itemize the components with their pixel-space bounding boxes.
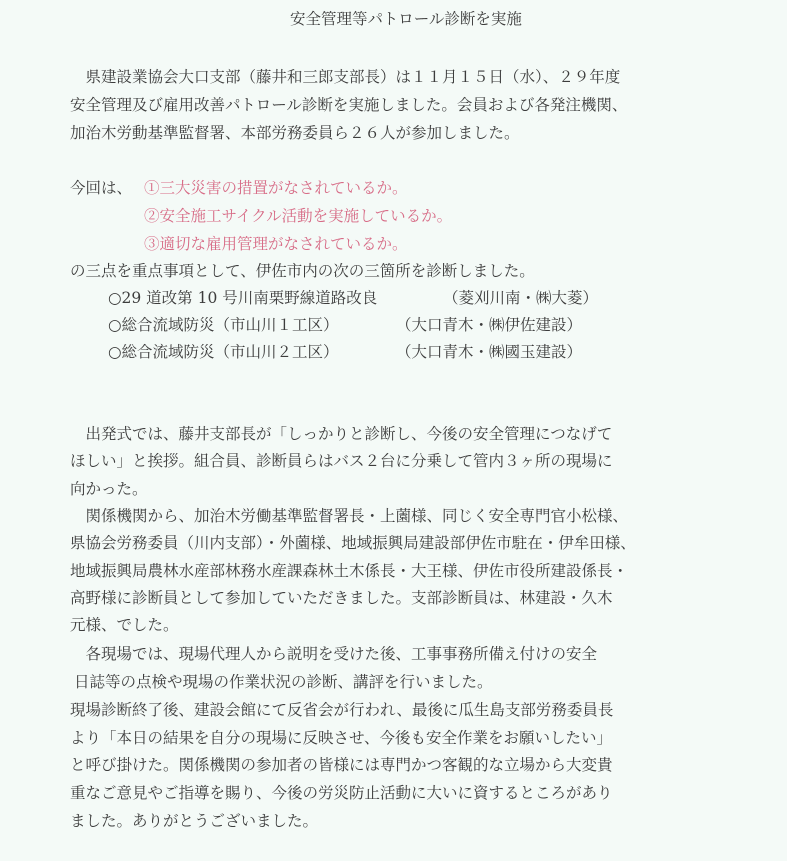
focus-prefix: 今回は、 xyxy=(70,179,133,197)
site-construction: ○29 道改第 10 号川南栗野線道路改良 xyxy=(108,289,378,307)
report-line: 県協会労務委員（川内支部）・外薗様、地域振興局建設部伊佐市駐在・伊牟田様、 xyxy=(70,534,636,552)
focus-item: ③適切な雇用管理がなされているか。 xyxy=(144,235,408,253)
site-construction: ○総合流域防災（市山川２工区） xyxy=(108,343,339,361)
intro-line: 加治木労動基準監督署、本部労務委員ら２６人が参加しました。 xyxy=(70,124,520,142)
report-line: 関係機関から、加治木労働基準監督署長・上薗様、同じく安全専門官小松様、 xyxy=(70,507,629,525)
report-line: 現場診断終了後、建設会館にて反省会が行われ、最後に瓜生島支部労務委員長 xyxy=(70,701,614,719)
site-construction: ○総合流域防災（市山川１工区） xyxy=(108,316,339,334)
report-line: と呼び掛けた。関係機関の参加者の皆様には専門かつ客観的な立場から大変貴 xyxy=(70,756,613,774)
focus-summary: の三点を重点事項として、伊佐市内の次の三箇所を診断しました。 xyxy=(70,262,535,280)
report-line: 出発式では、藤井支部長が「しっかりと診断し、今後の安全管理につなげて xyxy=(70,425,613,443)
report-line: 元様、でした。 xyxy=(70,616,179,634)
report-line: ました。ありがとうございました。 xyxy=(70,812,319,830)
site-contractor: （大口青木・㈱國玉建設） xyxy=(396,343,583,361)
report-line: 向かった。 xyxy=(70,480,148,498)
page-title: 安全管理等パトロール診断を実施 xyxy=(290,10,522,28)
report-line: 地域振興局農林水産部林務水産課森林土木係長・大王様、伊佐市役所建設係長・ xyxy=(70,562,629,580)
focus-item: ①三大災害の措置がなされているか。 xyxy=(144,179,408,197)
report-line: ほしい」と挨拶。組合員、診断員らはバス２台に分乗して管内３ヶ所の現場に xyxy=(70,452,613,470)
intro-line: 安全管理及び雇用改善パトロール診断を実施しました。会員および各発注機関、 xyxy=(70,96,628,114)
report-line: 重なご意見やご指導を賜り、今後の労災防止活動に大いに資するところがあり xyxy=(70,784,613,802)
site-contractor: （菱刈川南・㈱大菱） xyxy=(443,289,599,307)
report-line: 高野様に診断員として参加していただきました。支部診断員は、林建設・久木 xyxy=(70,589,613,607)
site-contractor: （大口青木・㈱伊佐建設） xyxy=(396,316,583,334)
focus-item: ②安全施工サイクル活動を実施しているか。 xyxy=(144,207,453,225)
report-line: 日誌等の点検や現場の作業状況の診断、講評を行いました。 xyxy=(74,673,493,691)
report-line: 各現場では、現場代理人から説明を受けた後、工事事務所備え付けの安全 xyxy=(70,645,598,663)
intro-line: 県建設業協会大口支部（藤井和三郎支部長）は１１月１５日（水）、２９年度 xyxy=(70,68,621,86)
report-line: より「本日の結果を自分の現場に反映させ、今後も安全作業をお願いしたい」 xyxy=(70,729,613,747)
